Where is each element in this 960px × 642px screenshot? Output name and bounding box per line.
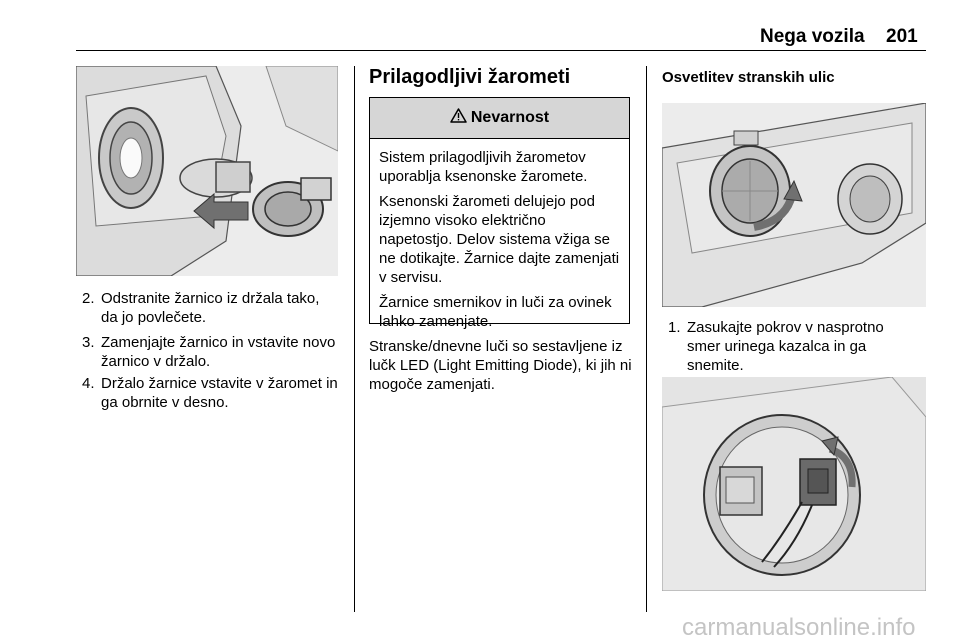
step-text: Zasukajte pokrov v nasprotno smer urinega kazalca in ga snemite. bbox=[687, 319, 884, 374]
step-number: 1. bbox=[668, 319, 681, 336]
step-number: 2. bbox=[82, 290, 95, 307]
warning-triangle-icon bbox=[450, 108, 467, 128]
page-header-title: Nega vozila bbox=[760, 26, 865, 47]
body-paragraph: Stranske/dnevne luči so sestavljene iz lučk LED (Light Emitting Diode), ki jih ni mogoče zamenjati. bbox=[369, 338, 632, 393]
column-divider-right bbox=[646, 66, 647, 612]
warning-label: Nevarnost bbox=[470, 109, 550, 126]
warning-paragraph: Žarnice smernikov in luči za ovinek lahko zamenjate. bbox=[379, 294, 612, 330]
header-rule bbox=[76, 50, 926, 51]
column-divider-left bbox=[354, 66, 355, 612]
warning-header bbox=[370, 98, 629, 139]
step-text: Držalo žarnice vstavite v žaromet in ga obrnite v desno. bbox=[101, 375, 338, 411]
page-number: 201 bbox=[886, 26, 918, 47]
right-step-1 bbox=[668, 318, 920, 375]
headlamp-cover-illustration bbox=[662, 103, 926, 307]
section-title: Prilagodljivi žarometi bbox=[369, 66, 571, 88]
warning-paragraph: Sistem prilagodljivih žarometov uporablja ksenonske žaromete. bbox=[379, 149, 588, 185]
step-2 bbox=[82, 289, 340, 327]
step-text: Zamenjajte žarnico in vstavite novo žarnico v držalo. bbox=[101, 334, 336, 370]
bulb-socket-illustration bbox=[662, 377, 926, 591]
subsection-title: Osvetlitev stranskih ulic bbox=[662, 69, 835, 86]
watermark: carmanualsonline.info bbox=[682, 614, 916, 641]
step-text: Odstranite žarnico iz držala tako, da jo povlečete. bbox=[101, 290, 320, 326]
step-number: 4. bbox=[82, 375, 95, 392]
step-4 bbox=[82, 374, 344, 412]
bulb-holder-illustration bbox=[76, 66, 338, 276]
warning-paragraph: Ksenonski žarometi delujejo pod izjemno visoko električno napetostjo. Delov sistema vžiga se ne dotikajte. Žarnice dajte zamenjati v servisu. bbox=[379, 193, 620, 286]
danger-warning-box bbox=[369, 97, 630, 330]
step-number: 3. bbox=[82, 334, 95, 351]
step-3 bbox=[82, 333, 340, 371]
warning-body bbox=[370, 139, 629, 331]
